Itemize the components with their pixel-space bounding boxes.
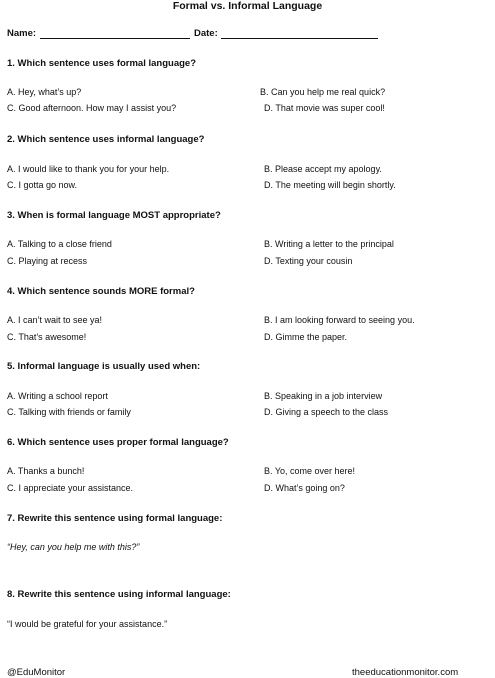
q6-option-a: A. Thanks a bunch! [7,466,85,476]
footer-handle: @EduMonitor [7,667,66,678]
date-label: Date: [194,28,218,39]
question-2: 2. Which sentence uses informal language? [7,134,205,145]
q2-option-c: C. I gotta go now. [7,180,78,190]
name-field[interactable] [40,38,190,39]
name-label: Name: [7,28,37,39]
q8-prompt: “I would be grateful for your assistance.” [7,619,168,629]
q2-option-b: B. Please accept my apology. [264,164,382,174]
q6-option-d: D. What’s going on? [264,483,345,493]
footer-website[interactable]: theeducationmonitor.com [352,667,459,678]
question-7: 7. Rewrite this sentence using formal language: [7,513,223,524]
q5-option-b: B. Speaking in a job interview [264,391,383,401]
q2-option-d: D. The meeting will begin shortly. [264,180,396,190]
q5-option-c: C. Talking with friends or family [7,407,131,417]
q2-option-a: A. I would like to thank you for your help. [7,164,170,174]
q1-option-b: B. Can you help me real quick? [260,87,386,97]
q3-option-b: B. Writing a letter to the principal [264,239,394,249]
q4-option-b: B. I am looking forward to seeing you. [264,315,415,325]
q4-option-c: C. That’s awesome! [7,332,87,342]
page-title: Formal vs. Informal Language [172,0,323,12]
q4-option-a: A. I can’t wait to see ya! [7,315,103,325]
question-4: 4. Which sentence sounds MORE formal? [7,286,195,297]
question-1: 1. Which sentence uses formal language? [7,58,196,69]
q1-option-d: D. That movie was super cool! [264,103,385,113]
q5-option-d: D. Giving a speech to the class [264,407,389,417]
date-field[interactable] [221,38,378,39]
question-8: 8. Rewrite this sentence using informal language: [7,589,231,600]
q4-option-d: D. Gimme the paper. [264,332,348,342]
question-5: 5. Informal language is usually used when: [7,361,201,372]
q5-option-a: A. Writing a school report [7,391,108,401]
q3-option-d: D. Texting your cousin [264,256,353,266]
q7-prompt: “Hey, can you help me with this?” [7,542,140,552]
question-6: 6. Which sentence uses proper formal language? [7,437,229,448]
name-date-line [7,28,487,42]
question-3: 3. When is formal language MOST appropriate? [7,210,221,221]
q1-option-c: C. Good afternoon. How may I assist you? [7,103,177,113]
q1-option-a: A. Hey, what’s up? [7,87,82,97]
q3-option-c: C. Playing at recess [7,256,88,266]
q6-option-c: C. I appreciate your assistance. [7,483,134,493]
q3-option-a: A. Talking to a close friend [7,239,112,249]
q6-option-b: B. Yo, come over here! [264,466,356,476]
